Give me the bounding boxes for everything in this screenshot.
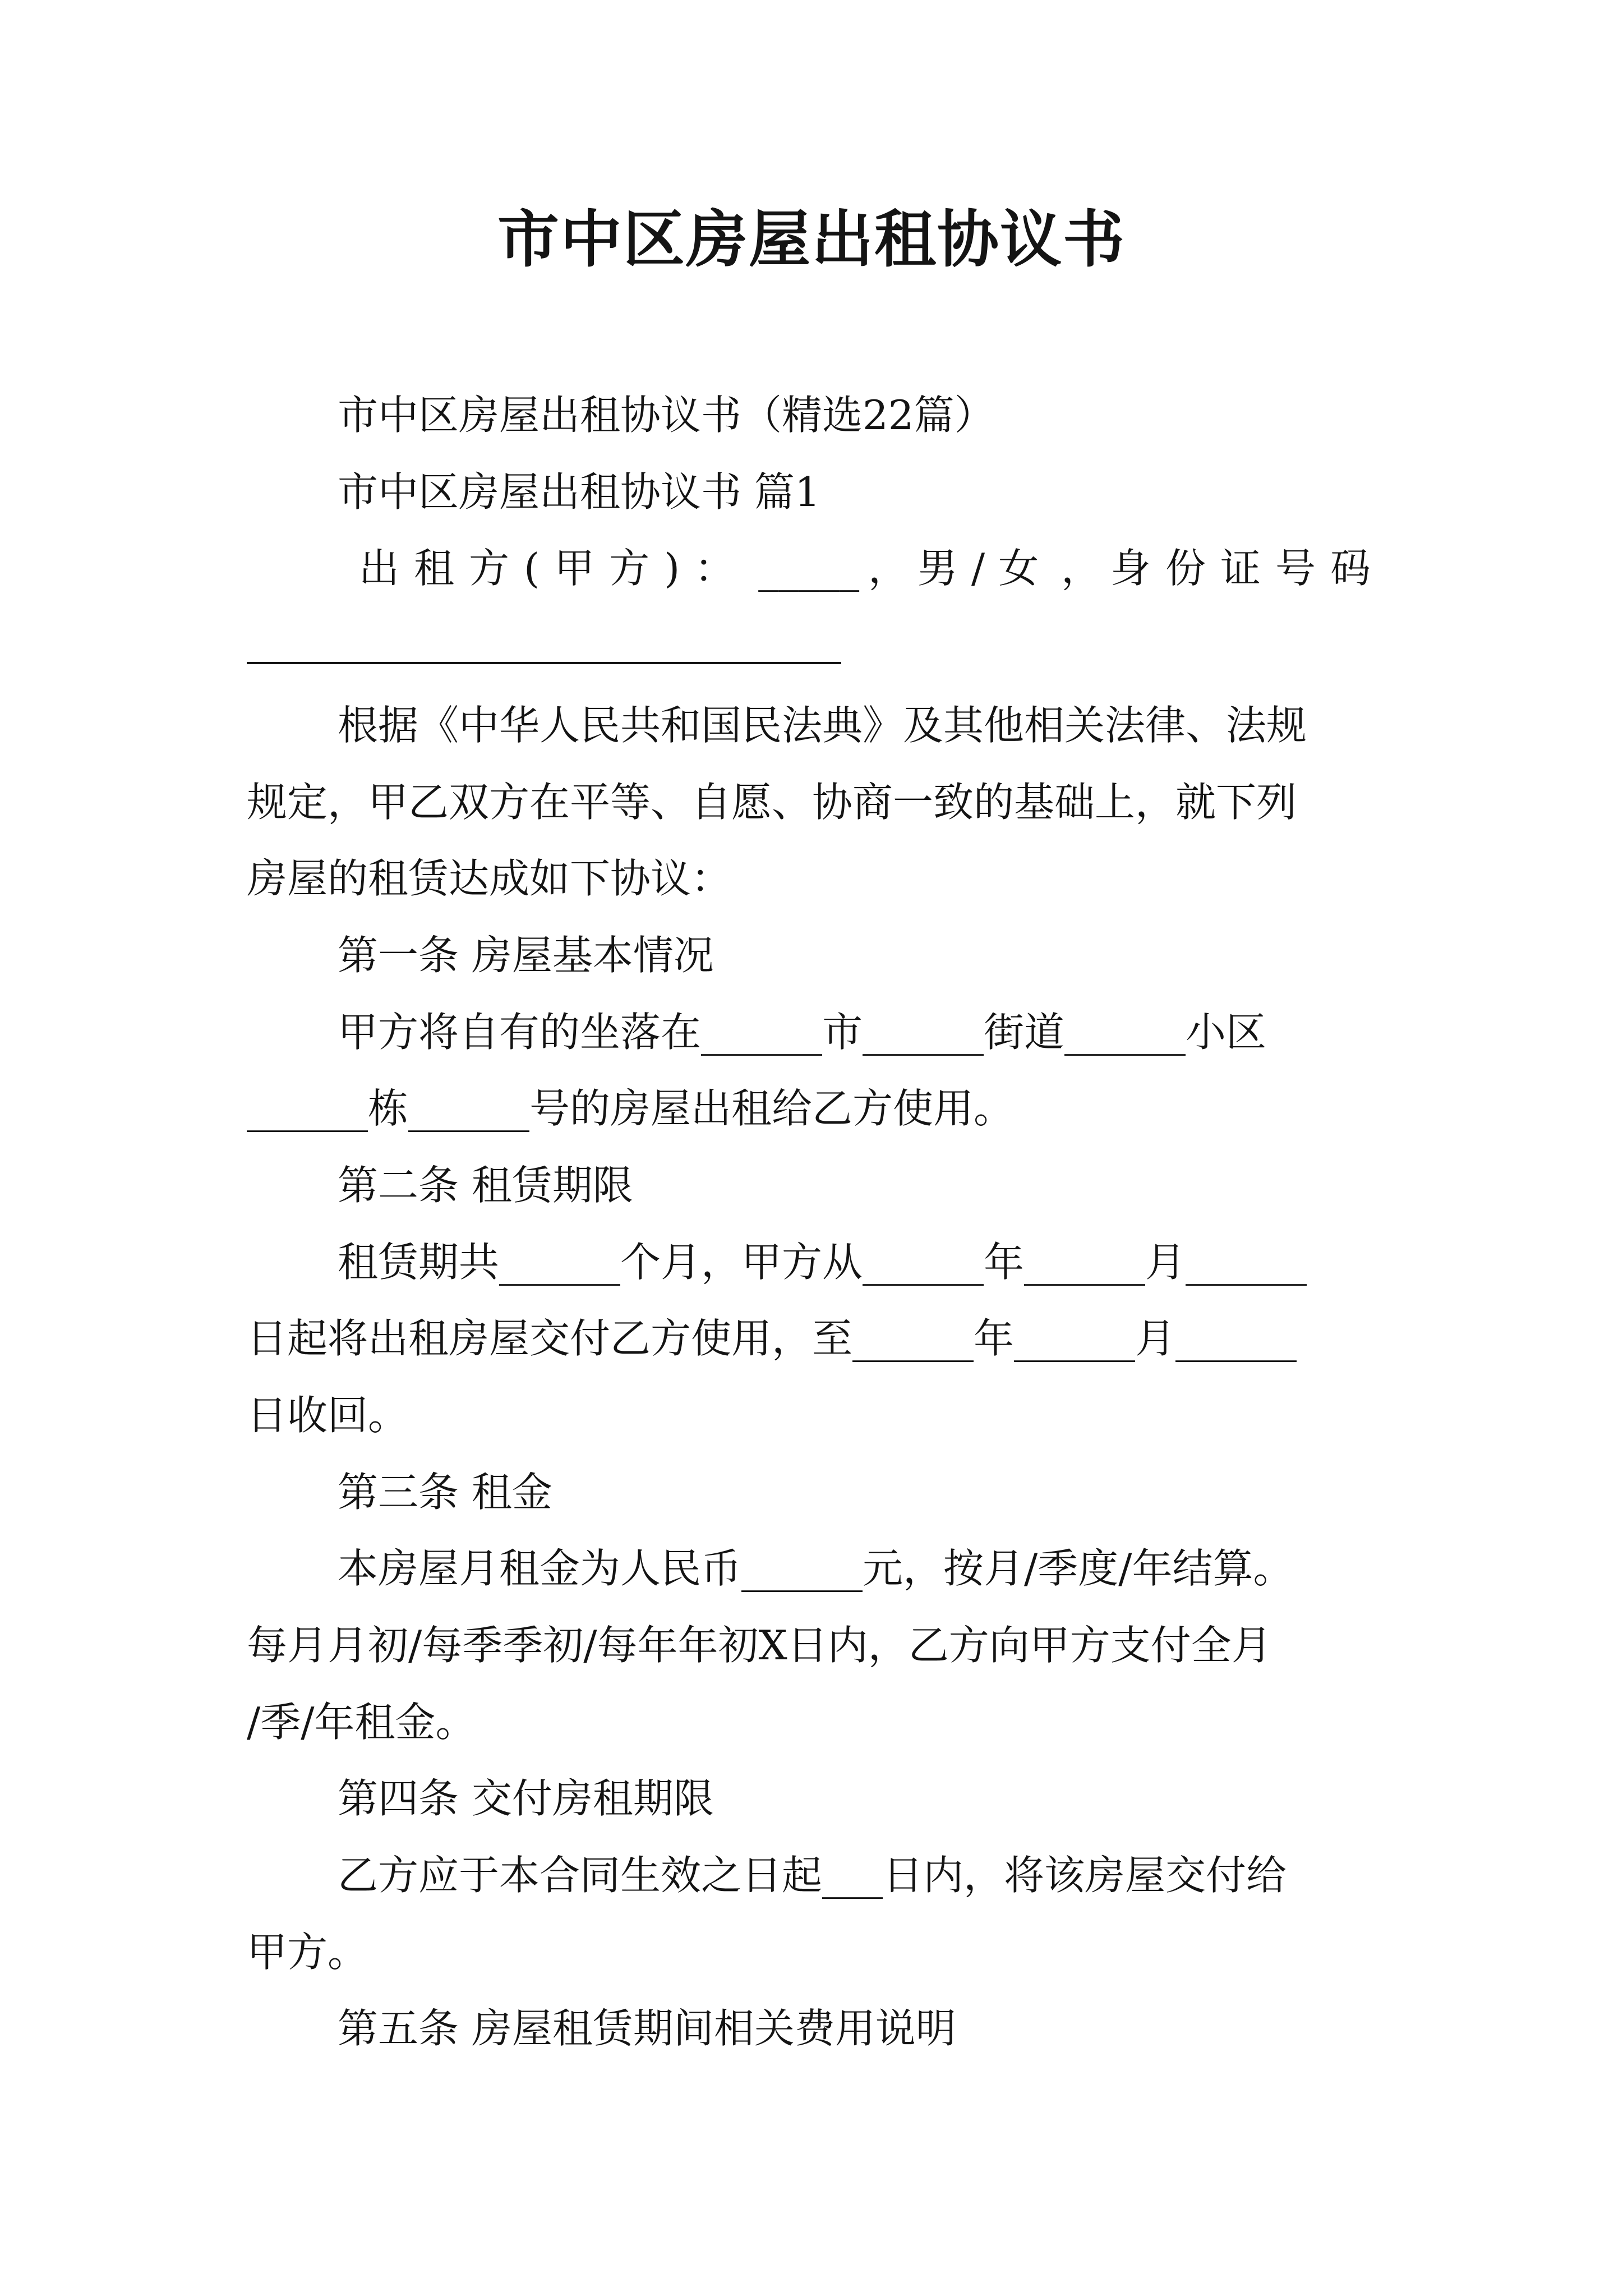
preamble-line-2: 规定，甲乙双方在平等、自愿、协商一致的基础上，就下列 <box>247 779 1297 826</box>
lessor-line <box>359 537 1385 599</box>
article-3-line-3: /季/年租金。 <box>247 1699 476 1746</box>
article-4-line-2: 甲方。 <box>247 1929 368 1976</box>
lessor-sep2: ， <box>1061 545 1102 592</box>
article-3-line-1: 本房屋月租金为人民币______元，按月/季度/年结算。 <box>338 1545 1294 1592</box>
document-title: 市中区房屋出租协议书 <box>497 203 1126 275</box>
article-1-line-1: 甲方将自有的坐落在______市______街道______小区 <box>338 1009 1267 1056</box>
article-1-heading: 第一条 房屋基本情况 <box>338 932 714 979</box>
section-heading: 市中区房屋出租协议书 篇1 <box>338 468 820 516</box>
lessor-id-label: 身份证号码 <box>1110 545 1385 592</box>
preamble-line-1: 根据《中华人民共和国民法典》及其他相关法律、法规 <box>338 702 1307 749</box>
lessor-label: 出租方(甲方)： <box>359 545 750 592</box>
article-1-line-2: ______栋______号的房屋出租给乙方使用。 <box>247 1085 1015 1132</box>
article-3-line-2: 每月月初/每季季初/每年年初X日内，乙方向甲方支付全月 <box>247 1622 1272 1669</box>
article-3-heading: 第三条 租金 <box>338 1469 552 1516</box>
article-5-heading: 第五条 房屋租赁期间相关费用说明 <box>338 2005 956 2052</box>
article-4-line-1: 乙方应于本合同生效之日起___日内，将该房屋交付给 <box>338 1852 1287 1899</box>
article-4-heading: 第四条 交付房租期限 <box>338 1775 714 1822</box>
preamble-line-3: 房屋的租赁达成如下协议： <box>247 855 732 902</box>
article-2-line-3: 日收回。 <box>247 1392 409 1439</box>
article-2-line-2: 日起将出租房屋交付乙方使用，至______年______月______ <box>247 1315 1297 1362</box>
lessor-gender: 男/女 <box>917 545 1053 592</box>
lessor-name-blank: _____ <box>758 545 860 592</box>
lessor-sep1: ， <box>868 545 909 592</box>
article-2-line-1: 租赁期共______个月，甲方从______年______月______ <box>338 1239 1307 1286</box>
article-2-heading: 第二条 租赁期限 <box>338 1162 633 1209</box>
subtitle: 市中区房屋出租协议书（精选22篇） <box>338 392 995 439</box>
id-number-blank-line <box>247 662 841 664</box>
